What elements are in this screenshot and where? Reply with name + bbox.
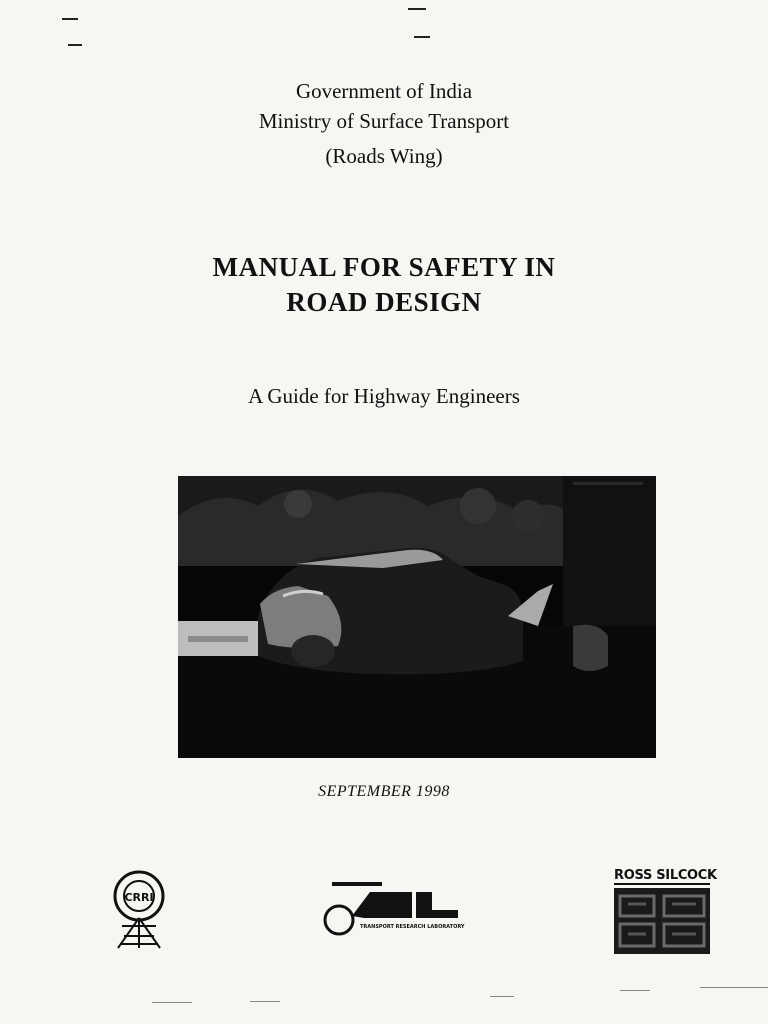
- ross-silcock-logo: [614, 868, 717, 956]
- crri-emblem-icon: [108, 868, 170, 952]
- title-line-1: MANUAL FOR SAFETY IN: [212, 252, 556, 282]
- ross-silcock-label: ROSS SILCOCK: [614, 868, 717, 883]
- svg-text:CRRI: CRRI: [124, 891, 154, 904]
- subtitle: A Guide for Highway Engineers: [248, 384, 520, 408]
- scan-dash: [490, 996, 514, 997]
- publication-date: SEPTEMBER 1998: [318, 783, 450, 800]
- scan-dash: [250, 1001, 280, 1002]
- scan-mark: [68, 44, 82, 46]
- trl-emblem-icon: [322, 878, 474, 940]
- scan-dash: [700, 987, 768, 988]
- scan-dash: [620, 990, 650, 991]
- crri-logo: [108, 868, 170, 952]
- trl-caption: TRANSPORT RESEARCH LABORATORY: [360, 924, 465, 930]
- cover-photo: [178, 476, 656, 758]
- ross-silcock-emblem-icon: [614, 888, 710, 954]
- scan-mark: [414, 36, 430, 38]
- title-line-2: ROAD DESIGN: [286, 287, 482, 317]
- scan-mark: [408, 8, 426, 10]
- scan-mark: [62, 18, 78, 20]
- header-government: Government of India: [295, 79, 473, 103]
- scan-dash: [152, 1002, 192, 1003]
- header-ministry: Ministry of Surface Transport: [258, 109, 510, 133]
- trl-logo: [322, 878, 474, 940]
- header-wing: (Roads Wing): [325, 144, 443, 168]
- crashed-car-photo: [178, 476, 656, 758]
